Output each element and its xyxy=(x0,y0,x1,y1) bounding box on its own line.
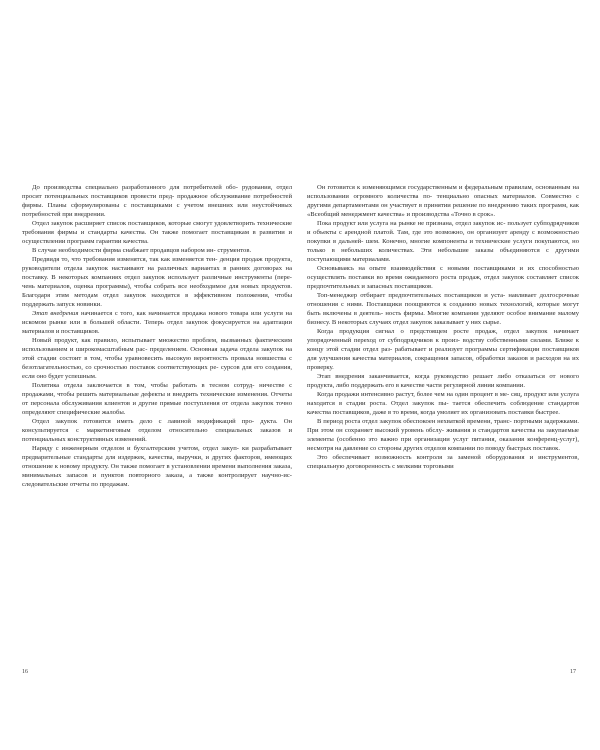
text-line: технические изменения. Отчеты от персонала обслуживания клиентов xyxy=(22,391,292,407)
text-line: Когда продажи интенсивно растут, более чем на один процент в ме- xyxy=(317,391,510,398)
text-line: ки разрабатывает предварительные стандарты для издержек, качества, xyxy=(22,445,292,461)
text-line: продажное обслуживание потребностей фирмы. Планы сформулированы xyxy=(22,193,292,209)
text-line: быстрых поставок. xyxy=(506,445,560,452)
text-line: специфические жалобы. xyxy=(56,409,126,416)
text-line: пользует субподрядчиков и объекты с арендной платой. Там, где это xyxy=(307,220,579,236)
text-line: поставщиков. xyxy=(394,283,433,290)
text-line: чень материалов, оценка программы), чтобы собрать все необходимое xyxy=(22,283,227,290)
paragraph xyxy=(22,219,292,246)
text-line: рудования, отдел просит потенциальных поставщиков провести пред- xyxy=(22,184,292,200)
text-line: Новый продукт, как правило, испытывает множество проблем, xyxy=(32,337,218,344)
text-line: Когда продукция сигнал о предстоящем росте продаж, отдел закупок xyxy=(317,328,548,335)
text-line: бизнесу. В некоторых случаях отдел закупок заказывает у них сырье. xyxy=(307,319,501,326)
text-line: тенциально опасных материалов. Совместно с другими департаментами xyxy=(307,193,580,209)
text-line: струментов. xyxy=(217,247,252,254)
text-line: ность фирмы. Многие компании уделяют особое внимание малому xyxy=(385,310,579,317)
text-line: Предвидя то, что требования изменятся, так как изменяется тен- xyxy=(32,256,218,263)
paragraph xyxy=(307,327,579,372)
text-line: продаж, отдел закупок составляет список предпочтительных и запасных xyxy=(307,274,579,290)
paragraph xyxy=(307,264,579,291)
text-line: денция продаж продукта, руководители отдела закупок настаивают xyxy=(22,256,292,272)
text-line: вызванных фактическим использованием и широкомасштабным рас- xyxy=(22,337,292,353)
text-line: и другие прямые поступления от отдела закупок точно определяют xyxy=(22,400,292,416)
text-line: отказаться от нового продукта, либо поддержать его в качестве части xyxy=(307,373,579,389)
text-line: на различных вариантах в ранних договорах на поставку. В некоторых xyxy=(22,265,292,281)
text-line: В случае необходимости фирма снабжает продавцов набором ин- xyxy=(32,247,216,254)
text-line: в эффективном положении, чтобы поддержать запуск новинки. xyxy=(22,292,292,308)
paragraph xyxy=(307,219,579,264)
text-line: специальных заказов и потенциальных конструктивных изменений. xyxy=(22,427,292,443)
text-line: Наряду с инженерным отделом и бухгалтерским учетом, отдел закуп- xyxy=(32,445,239,452)
text-line: регулярной линии компании. xyxy=(443,382,525,389)
text-line: Он также помогает поставщикам в развитии и осуществлении программ xyxy=(22,229,292,245)
text-line: Он также помогает в установлении времени выполнения заказа, минимальных xyxy=(22,463,292,479)
text-line: Отдел закупок готовится иметь дело с лавиной модификаций про- xyxy=(32,418,255,425)
text-line: важно при организации услуг питания, оказания конференц-услуг), xyxy=(380,436,580,443)
text-line: Пока продукт или услуга на рынке не признана, отдел закупок ис- xyxy=(317,220,506,227)
text-line: отдел закупок фокусируется на адаптации материалов и поставщиков. xyxy=(22,319,292,335)
text-line: с другими поступающими материалами. xyxy=(307,247,579,263)
text-line: Основываясь на опыте взаимодействия с новыми поставщиками xyxy=(317,265,516,272)
paragraph xyxy=(22,417,292,444)
text-line: в то время, когда умоляет их организовать поставки быстрее. xyxy=(388,409,560,416)
text-line: пределением. Основная задача отдела закупок на этой стадии состоит xyxy=(22,346,292,362)
right-page xyxy=(307,183,579,471)
text-line: Он готовится к изменяющимся государственным и федеральным xyxy=(317,184,503,191)
text-line: ничестве с продажами, чтобы решить материальные дефекты и внедрить xyxy=(22,382,292,398)
paragraph xyxy=(307,417,579,453)
text-line: удовлетворить технические требования фирмы и стандарты качества. xyxy=(22,220,292,236)
text-line: в том, чтобы уравновесить высокую вероятность провала новшества xyxy=(84,355,287,362)
text-line: шем. Конечно, многие компоненты и технические услуги покупаются, xyxy=(365,238,570,245)
paragraph xyxy=(307,372,579,390)
text-line: правилам, основанным на использовании огромного количества по- xyxy=(307,184,579,200)
text-line: До производства специально разработанного для потребителей обо- xyxy=(32,184,238,191)
text-line: Политика отдела заключается в том, чтобы работать в тесном сотруд- xyxy=(32,382,255,389)
text-line: начинает упорядоченный переход от субподрядчиков к произ- xyxy=(307,328,579,344)
left-page xyxy=(22,183,292,489)
text-line: и инструментов, специальную договоренность с мелкими торговыми xyxy=(307,454,580,470)
text-line: навливает долгосрочные отношения с ними. Поставщики поощряются xyxy=(307,292,579,308)
text-line: и расходов на их проверку. xyxy=(307,355,580,371)
paragraph xyxy=(22,309,292,336)
text-line: «Всеобщий менеджмент качества» и производства «Точно в срок». xyxy=(307,211,496,218)
text-line: при внедрении. xyxy=(62,211,106,218)
text-line: для новых продуктов. Благодаря этим методам отдел закупок находится xyxy=(22,283,292,299)
text-line: водству собственными силами. Ближе к концу этой стадии отдел раз- xyxy=(307,337,579,353)
text-line: улучшения качества материалов, сокращения запасов, обработки заказов xyxy=(319,355,528,362)
text-line: запасов и пунктов повторного заказа, а также контролирует научно-ис- xyxy=(66,472,292,479)
text-line: следовательские отчеты по продажам. xyxy=(22,481,130,488)
text-line: он участвует в принятии решение по внедрению таких программ, как xyxy=(380,202,579,209)
paragraph xyxy=(22,246,292,255)
text-line: сяц, продукт или услуга находятся в стадии роста. Отдел закупок пы- xyxy=(307,391,579,407)
paragraph xyxy=(307,390,579,417)
text-line: товара или услуги на искомом рынке или в большей области. Теперь xyxy=(22,310,292,326)
text-line: Этап внедрения заканчивается, когда руководство решает либо xyxy=(317,373,511,380)
text-line: но только в небольших количествах. Эти небольшие заказы объединяются xyxy=(307,238,579,254)
page-number-right: 17 xyxy=(570,669,576,675)
text-line: начинается с того, как начинается продажа нового xyxy=(78,310,228,317)
text-line: с поставщиками с учетом внешних или неустойчивых потребностей xyxy=(22,202,292,218)
paragraph xyxy=(22,183,292,219)
text-line: компаниях отдел закупок использует различные инструменты (пере- xyxy=(91,274,292,281)
page-number-left: 16 xyxy=(22,669,28,675)
paragraph-lead: Этап внедрения xyxy=(32,310,79,317)
text-line: и их способностью осуществлять поставки во время ожидаемого роста xyxy=(307,265,579,281)
text-line: несмотря на давление со стороны других отделов компании по поводу xyxy=(307,445,505,452)
text-line: В период роста отдел закупок обеспокоен нехваткой времени, транс- xyxy=(317,418,512,425)
text-line: живания и стандартов качества на закупаемые элементы (особенно это xyxy=(307,427,579,443)
text-line: сурсов для его создания, если оно будет успешным. xyxy=(22,364,293,380)
text-line: портными задержками. При этом он сохраняет высокий уровень обслу- xyxy=(307,418,579,434)
paragraph xyxy=(307,291,579,327)
paragraph xyxy=(307,183,579,219)
paragraph xyxy=(22,381,292,417)
text-line: тается обеспечить соблюдение стандартов качества поставщиков, даже xyxy=(307,400,580,416)
paragraph xyxy=(22,336,292,381)
text-line: возможно, он организует аренду с возможностью покупки в дальней- xyxy=(307,229,579,245)
text-line: Отдел закупок расширяет список поставщиков, которые смогут xyxy=(32,220,213,227)
text-line: гарантии качества. xyxy=(96,238,149,245)
paragraph xyxy=(22,255,292,309)
text-line: выручки, и других факторов, имеющих отношение к новому продукту. xyxy=(22,454,293,470)
text-line: дукта. Он консультируется с маркетинговым отделом относительно xyxy=(22,418,292,434)
text-line: с безотлагательностью, со срочностью поставок соответствующих ре- xyxy=(22,355,293,371)
paragraph xyxy=(22,444,292,489)
text-line: Это обеспечивает возможность контроля за заменой оборудования xyxy=(317,454,525,461)
text-line: Топ-менеджер отбирает предпочтительных поставщиков и уста- xyxy=(317,292,506,299)
text-line: рабатывает и реализует программы сертификации поставщиков для xyxy=(307,346,579,362)
paragraph xyxy=(307,453,579,471)
text-line: к созданию новых технологий, которые могут быть включены в деятель- xyxy=(307,301,580,317)
